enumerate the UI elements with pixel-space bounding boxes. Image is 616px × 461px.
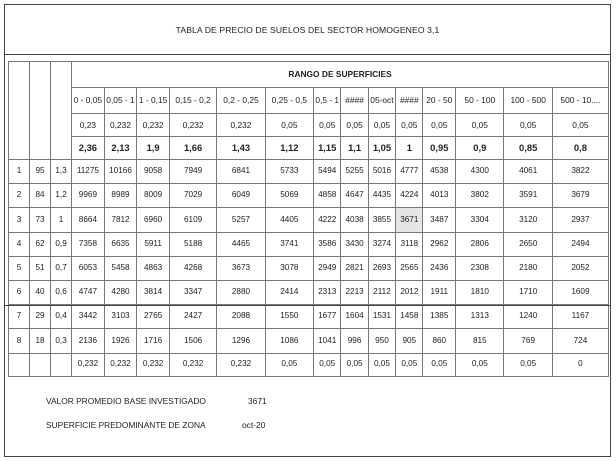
price-cell: 7358 <box>72 232 105 256</box>
footer-value-cell: 0 <box>552 353 608 376</box>
row-coef-cell: 0,6 <box>51 280 72 304</box>
price-cell: 3274 <box>368 232 395 256</box>
row-clase-cell: 2 <box>9 184 30 208</box>
price-cell: 6053 <box>72 256 105 280</box>
price-cell: 905 <box>396 329 423 353</box>
price-cell: 2806 <box>456 232 504 256</box>
range-header-cell: 0,2 - 0,25 <box>217 88 265 114</box>
price-cell: 1710 <box>504 280 552 304</box>
price-cell: 1385 <box>423 305 456 329</box>
price-cell: 4224 <box>396 184 423 208</box>
price-cell: 3586 <box>314 232 341 256</box>
footer-row <box>9 353 609 376</box>
price-cell: 3118 <box>396 232 423 256</box>
price-cell: 3078 <box>265 256 313 280</box>
row-punto-cell: 51 <box>30 256 51 280</box>
range-header-cell: 50 - 100 <box>456 88 504 114</box>
footer-value-cell: 0,232 <box>217 353 265 376</box>
price-cell: 7949 <box>169 160 216 184</box>
factor-cell: 0,05 <box>368 114 395 137</box>
price-cell: 950 <box>368 329 395 353</box>
footer-empty-cell <box>30 353 51 376</box>
table-row <box>9 160 609 184</box>
coefficient-cell: 1,66 <box>169 137 216 160</box>
row-clase-cell: 8 <box>9 329 30 353</box>
price-cell: 2937 <box>552 208 608 232</box>
row-coef-cell: 0,9 <box>51 232 72 256</box>
price-table <box>8 61 609 377</box>
price-cell: 2088 <box>217 305 265 329</box>
range-header-row <box>9 88 609 114</box>
price-cell: 1911 <box>423 280 456 304</box>
factor-cell: 0,05 <box>456 114 504 137</box>
coefficient-cell: 0,8 <box>552 137 608 160</box>
coef-de-corr-header <box>51 62 72 160</box>
price-cell: 9058 <box>137 160 170 184</box>
price-cell: 6841 <box>217 160 265 184</box>
coefficient-cell: 1,9 <box>137 137 170 160</box>
price-cell: 2180 <box>504 256 552 280</box>
coefficient-cell: 2,13 <box>104 137 137 160</box>
price-cell: 4465 <box>217 232 265 256</box>
price-cell: 4013 <box>423 184 456 208</box>
table-title: TABLA DE PRECIO DE SUELOS DEL SECTOR HOMOGENEO 3,1 <box>5 5 610 55</box>
range-header-cell: 1 - 0,15 <box>137 88 170 114</box>
price-cell: 1531 <box>368 305 395 329</box>
price-cell: 2650 <box>504 232 552 256</box>
price-cell: 6635 <box>104 232 137 256</box>
price-cell: 3814 <box>137 280 170 304</box>
surface-value: oct-20 <box>242 420 266 430</box>
price-cell: 4538 <box>423 160 456 184</box>
row-punto-cell: 84 <box>30 184 51 208</box>
price-cell: 1550 <box>265 305 313 329</box>
footer-value-cell: 0,05 <box>504 353 552 376</box>
footer-value-cell: 0,232 <box>137 353 170 376</box>
price-cell: 4747 <box>72 280 105 304</box>
range-header-cell: 0,5 - 1 <box>314 88 341 114</box>
table-row <box>9 184 609 208</box>
row-punto-cell: 18 <box>30 329 51 353</box>
table-row <box>9 280 609 304</box>
price-cell: 2962 <box>423 232 456 256</box>
price-cell: 5188 <box>169 232 216 256</box>
price-cell: 2213 <box>341 280 368 304</box>
factor-row <box>9 114 609 137</box>
coefficient-row <box>9 137 609 160</box>
row-coef-cell: 1,3 <box>51 160 72 184</box>
factor-cell: 0,05 <box>314 114 341 137</box>
coefficient-cell: 1,15 <box>314 137 341 160</box>
price-cell: 4300 <box>456 160 504 184</box>
factor-cell: 0,232 <box>217 114 265 137</box>
price-cell: 5255 <box>341 160 368 184</box>
price-cell: 2693 <box>368 256 395 280</box>
factor-cell: 0,05 <box>504 114 552 137</box>
row-punto-cell: 40 <box>30 280 51 304</box>
row-punto-cell: 95 <box>30 160 51 184</box>
price-cell: 4435 <box>368 184 395 208</box>
footer-value-cell: 0,05 <box>423 353 456 376</box>
table-row <box>9 256 609 280</box>
row-clase-cell: 3 <box>9 208 30 232</box>
price-cell: 1313 <box>456 305 504 329</box>
price-cell: 1604 <box>341 305 368 329</box>
factor-cell: 0,232 <box>104 114 137 137</box>
price-cell: 7029 <box>169 184 216 208</box>
price-cell: 1240 <box>504 305 552 329</box>
price-cell: 3673 <box>217 256 265 280</box>
price-cell: 1296 <box>217 329 265 353</box>
price-cell: 4405 <box>265 208 313 232</box>
factor-cell: 0,05 <box>265 114 313 137</box>
footer-value-cell: 0,232 <box>104 353 137 376</box>
price-cell: 2565 <box>396 256 423 280</box>
price-cell: 11275 <box>72 160 105 184</box>
coefficient-cell: 1,12 <box>265 137 313 160</box>
factor-cell: 0,232 <box>169 114 216 137</box>
price-cell: 4863 <box>137 256 170 280</box>
price-cell: 5458 <box>104 256 137 280</box>
price-cell: 2765 <box>137 305 170 329</box>
price-cell: 8009 <box>137 184 170 208</box>
price-cell: 3430 <box>341 232 368 256</box>
price-cell: 2136 <box>72 329 105 353</box>
price-cell: 1926 <box>104 329 137 353</box>
range-header-cell: #### <box>396 88 423 114</box>
price-cell: 815 <box>456 329 504 353</box>
price-cell: 3120 <box>504 208 552 232</box>
price-cell: 4222 <box>314 208 341 232</box>
price-cell: 1609 <box>552 280 608 304</box>
footer-value-cell: 0,05 <box>368 353 395 376</box>
avg-label: VALOR PROMEDIO BASE INVESTIGADO <box>46 396 206 406</box>
clase-de-tierra-header <box>9 62 30 160</box>
row-clase-cell: 6 <box>9 280 30 304</box>
footer-empty-cell <box>51 353 72 376</box>
price-cell: 1458 <box>396 305 423 329</box>
price-cell: 3741 <box>265 232 313 256</box>
factor-cell: 0,05 <box>396 114 423 137</box>
price-cell: 6109 <box>169 208 216 232</box>
price-cell: 6049 <box>217 184 265 208</box>
price-cell: 2949 <box>314 256 341 280</box>
price-cell: 3487 <box>423 208 456 232</box>
price-cell: 3822 <box>552 160 608 184</box>
price-cell: 5069 <box>265 184 313 208</box>
price-cell: 5494 <box>314 160 341 184</box>
row-coef-cell: 0,7 <box>51 256 72 280</box>
footer-empty-cell <box>9 353 30 376</box>
price-cell: 1506 <box>169 329 216 353</box>
price-cell: 2427 <box>169 305 216 329</box>
punto-prom-header <box>30 62 51 160</box>
price-cell: 860 <box>423 329 456 353</box>
price-cell: 5257 <box>217 208 265 232</box>
price-cell: 10166 <box>104 160 137 184</box>
row-clase-cell: 1 <box>9 160 30 184</box>
price-cell: 1086 <box>265 329 313 353</box>
footer-value-cell: 0,05 <box>265 353 313 376</box>
price-cell: 1716 <box>137 329 170 353</box>
table-row <box>9 232 609 256</box>
factor-cell: 0,232 <box>137 114 170 137</box>
price-cell: 2012 <box>396 280 423 304</box>
summary-divider <box>5 305 610 306</box>
footer-value-cell: 0,232 <box>72 353 105 376</box>
range-title: RANGO DE SUPERFICIES <box>72 62 609 88</box>
factor-cell: 0,05 <box>341 114 368 137</box>
coefficient-cell: 0,9 <box>456 137 504 160</box>
price-cell: 8664 <box>72 208 105 232</box>
avg-value: 3671 <box>248 396 267 406</box>
price-cell: 5016 <box>368 160 395 184</box>
price-cell: 4061 <box>504 160 552 184</box>
range-header-cell: 20 - 50 <box>423 88 456 114</box>
range-header-cell: #### <box>341 88 368 114</box>
price-cell: 5911 <box>137 232 170 256</box>
price-cell: 7812 <box>104 208 137 232</box>
table-row <box>9 208 609 232</box>
coefficient-cell: 1 <box>396 137 423 160</box>
price-cell: 3671 <box>396 208 423 232</box>
range-header-cell: 0,15 - 0,2 <box>169 88 216 114</box>
row-coef-cell: 1,2 <box>51 184 72 208</box>
price-cell: 1167 <box>552 305 608 329</box>
row-clase-cell: 4 <box>9 232 30 256</box>
price-cell: 2414 <box>265 280 313 304</box>
coefficient-cell: 2,36 <box>72 137 105 160</box>
row-punto-cell: 62 <box>30 232 51 256</box>
price-cell: 2494 <box>552 232 608 256</box>
factor-cell: 0,05 <box>552 114 608 137</box>
price-cell: 3802 <box>456 184 504 208</box>
footer-value-cell: 0,05 <box>314 353 341 376</box>
price-cell: 3103 <box>104 305 137 329</box>
price-cell: 769 <box>504 329 552 353</box>
coefficient-cell: 1,1 <box>341 137 368 160</box>
price-cell: 3304 <box>456 208 504 232</box>
range-header-cell: 0,25 - 0,5 <box>265 88 313 114</box>
row-punto-cell: 29 <box>30 305 51 329</box>
price-cell: 2052 <box>552 256 608 280</box>
range-header-cell: 0,05 - 1 <box>104 88 137 114</box>
price-cell: 4268 <box>169 256 216 280</box>
footer-value-cell: 0,05 <box>396 353 423 376</box>
coefficient-cell: 0,85 <box>504 137 552 160</box>
price-cell: 2313 <box>314 280 341 304</box>
factor-cell: 0,05 <box>423 114 456 137</box>
factor-cell: 0,23 <box>72 114 105 137</box>
table-row <box>9 305 609 329</box>
range-header-cell: 05-oct <box>368 88 395 114</box>
range-header-cell: 500 - 10.... <box>552 88 608 114</box>
row-clase-cell: 7 <box>9 305 30 329</box>
price-cell: 3591 <box>504 184 552 208</box>
price-cell: 2436 <box>423 256 456 280</box>
price-cell: 5733 <box>265 160 313 184</box>
price-cell: 1041 <box>314 329 341 353</box>
range-header-cell: 0 - 0,05 <box>72 88 105 114</box>
price-cell: 4280 <box>104 280 137 304</box>
row-coef-cell: 1 <box>51 208 72 232</box>
coefficient-cell: 0,95 <box>423 137 456 160</box>
price-cell: 4038 <box>341 208 368 232</box>
footer-value-cell: 0,05 <box>456 353 504 376</box>
row-coef-cell: 0,4 <box>51 305 72 329</box>
price-cell: 9969 <box>72 184 105 208</box>
price-cell: 3347 <box>169 280 216 304</box>
footer-value-cell: 0,232 <box>169 353 216 376</box>
price-cell: 4647 <box>341 184 368 208</box>
price-cell: 3442 <box>72 305 105 329</box>
price-cell: 2821 <box>341 256 368 280</box>
table-row <box>9 329 609 353</box>
row-punto-cell: 73 <box>30 208 51 232</box>
price-cell: 2308 <box>456 256 504 280</box>
price-cell: 3679 <box>552 184 608 208</box>
price-cell: 1810 <box>456 280 504 304</box>
price-cell: 4858 <box>314 184 341 208</box>
price-cell: 8989 <box>104 184 137 208</box>
coefficient-cell: 1,43 <box>217 137 265 160</box>
price-cell: 2112 <box>368 280 395 304</box>
row-clase-cell: 5 <box>9 256 30 280</box>
price-cell: 3855 <box>368 208 395 232</box>
footer-value-cell: 0,05 <box>341 353 368 376</box>
price-cell: 996 <box>341 329 368 353</box>
price-table-sheet <box>4 4 611 457</box>
coefficient-cell: 1,05 <box>368 137 395 160</box>
row-coef-cell: 0,3 <box>51 329 72 353</box>
price-cell: 4777 <box>396 160 423 184</box>
price-cell: 1677 <box>314 305 341 329</box>
price-cell: 724 <box>552 329 608 353</box>
surface-label: SUPERFICIE PREDOMINANTE DE ZONA <box>46 420 206 430</box>
price-cell: 2880 <box>217 280 265 304</box>
price-cell: 6960 <box>137 208 170 232</box>
range-header-cell: 100 - 500 <box>504 88 552 114</box>
